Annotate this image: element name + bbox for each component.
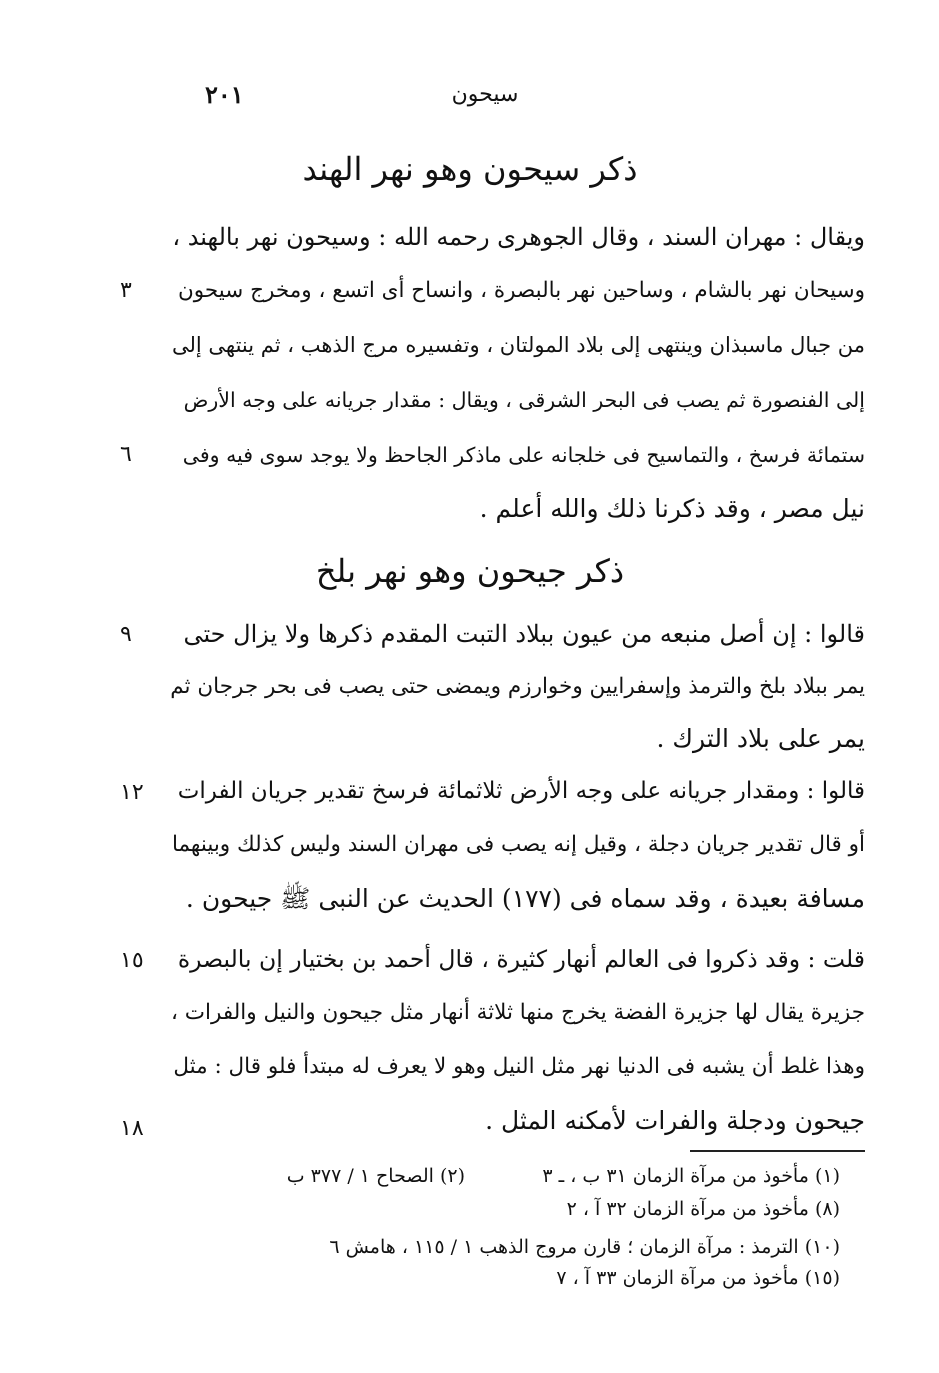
footnote: (٢) الصحاح ١ / ٣٧٧ ب <box>286 1165 465 1187</box>
footnote-rule <box>690 1150 865 1152</box>
text-line: أو قال تقدير جريان دجلة ، وقيل إنه يصب فى مهران السند وليس كذلك وبينهما <box>171 832 865 857</box>
footnote: (١) مأخوذ من مرآة الزمان ٣١ ب ، ـ ٣ <box>542 1165 840 1187</box>
line-number: ١٢ <box>120 780 144 805</box>
page-number: ٢٠١ <box>205 80 244 109</box>
text-line: إلى الفنصورة ثم يصب فى البحر الشرقى ، ويقال : مقدار جريانه على وجه الأرض <box>183 388 865 412</box>
footnote: (٨) مأخوذ من مرآة الزمان ٣٢ آ ، ٢ <box>566 1198 840 1220</box>
footnote: (١٥) مأخوذ من مرآة الزمان ٣٣ آ ، ٧ <box>556 1267 840 1289</box>
line-number: ١٨ <box>120 1116 144 1141</box>
section-heading-jayhun: ذكر جيحون وهو نهر بلخ <box>315 552 625 590</box>
line-number: ١٥ <box>120 948 144 973</box>
text-line: قلت : وقد ذكروا فى العالم أنهار كثيرة ، قال أحمد بن بختيار إن بالبصرة <box>177 945 865 973</box>
text-line: وهذا غلط أن يشبه فى الدنيا نهر مثل النيل وهو لا يعرف له مبتدأ فلو قال : مثل <box>173 1054 865 1079</box>
text-line: وسيحان نهر بالشام ، وساحين نهر بالبصرة ، وانساح أى اتسع ، ومخرج سيحون <box>178 278 865 303</box>
text-line: ستمائة فرسخ ، والتماسيح فى خلجانه على ماذكر الجاحظ ولا يوجد سوى فيه وفى <box>182 443 865 467</box>
section-heading-sayhun: ذكر سيحون وهو نهر الهند <box>302 150 638 188</box>
text-line: ويقال : مهران السند ، وقال الجوهرى رحمه الله : وسيحون نهر بالهند ، <box>172 223 865 251</box>
text-line: من جبال ماسبذان وينتهى إلى بلاد المولتان ، وتفسيره مرج الذهب ، ثم ينتهى إلى <box>171 333 865 357</box>
text-line: نيل مصر ، وقد ذكرنا ذلك والله أعلم . <box>479 494 865 523</box>
text-line: قالوا : ومقدار جريانه على وجه الأرض ثلاثمائة فرسخ تقدير جريان الفرات <box>177 778 865 804</box>
footnote: (١٠) الترمذ : مرآة الزمان ؛ قارن مروج الذهب ١ / ١١٥ ، هامش ٦ <box>329 1236 840 1258</box>
text-line: جزيرة يقال لها جزيرة الفضة يخرج منها ثلاثة أنهار مثل جيحون والنيل والفرات ، <box>171 1000 865 1025</box>
text-line: مسافة بعيدة ، وقد سماه فى (١٧٧) الحديث عن النبى ﷺ جيحون . <box>185 884 865 913</box>
line-number: ٣ <box>120 278 132 303</box>
text-line: يمر ببلاد بلخ والترمذ وإسفرايين وخوارزم ويمضى حتى يصب فى بحر جرجان ثم <box>170 674 865 699</box>
running-title: سيحون <box>451 82 519 107</box>
text-line: يمر على بلاد الترك . <box>656 724 865 753</box>
text-line: جيحون ودجلة والفرات لأمكنه المثل . <box>485 1106 865 1135</box>
line-number: ٩ <box>120 622 132 647</box>
line-number: ٦ <box>120 442 132 467</box>
text-line: قالوا : إن أصل منبعه من عيون ببلاد التبت المقدم ذكرها ولا يزال حتى <box>183 620 865 648</box>
